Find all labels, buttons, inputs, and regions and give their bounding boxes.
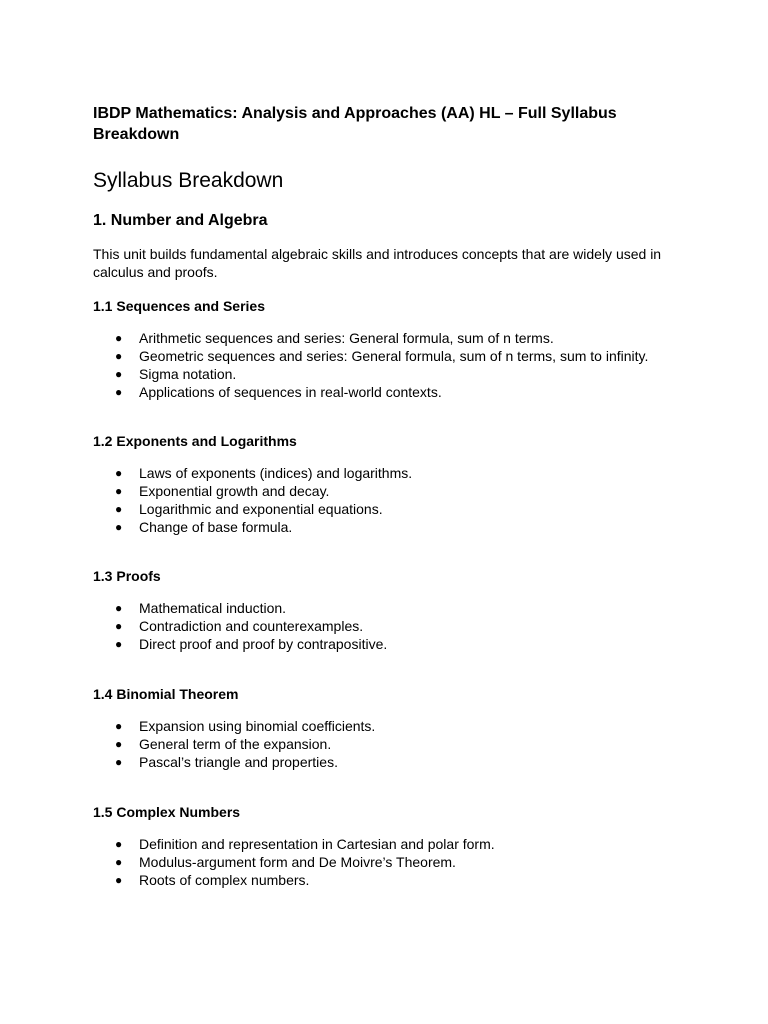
bullet-list [93, 835, 683, 889]
bullet-icon: ● [115, 331, 123, 345]
list-item [93, 464, 683, 482]
section-heading: 1.3 Proofs [93, 568, 161, 584]
section-exponents-logarithms [93, 432, 683, 536]
unit-heading: 1. Number and Algebra [93, 212, 268, 229]
bullet-icon: ● [115, 484, 123, 498]
bullet-icon: ● [115, 466, 123, 480]
list-item [93, 835, 683, 853]
list-item-text: Expansion using binomial coefficients. [139, 718, 376, 734]
list-item-text: Arithmetic sequences and series: General formula, sum of n terms. [139, 330, 554, 346]
list-item-text: Geometric sequences and series: General formula, sum of n terms, sum to infinity. [139, 348, 649, 364]
list-item [93, 482, 683, 500]
list-item [93, 365, 683, 383]
section-heading: 1.1 Sequences and Series [93, 298, 265, 314]
section-binomial-theorem [93, 685, 683, 771]
document-title: IBDP Mathematics: Analysis and Approaches (AA) HL – Full Syllabus Breakdown [93, 105, 617, 143]
bullet-list [93, 329, 683, 401]
bullet-icon: ● [115, 737, 123, 751]
section-heading: 1.4 Binomial Theorem [93, 686, 239, 702]
list-item-text: Pascal’s triangle and properties. [139, 754, 338, 770]
list-item [93, 347, 683, 365]
list-item-text: Definition and representation in Cartesian and polar form. [139, 836, 495, 852]
bullet-icon: ● [115, 873, 123, 887]
list-item [93, 383, 683, 401]
list-item-text: Applications of sequences in real-world contexts. [139, 384, 442, 400]
document-page [93, 103, 683, 888]
section-heading: 1.5 Complex Numbers [93, 804, 241, 820]
section-sequences-series [93, 297, 683, 401]
section-proofs [93, 567, 683, 653]
list-item [93, 735, 683, 753]
list-item [93, 717, 683, 735]
list-item [93, 871, 683, 889]
bullet-icon: ● [115, 601, 123, 615]
list-item-text: Direct proof and proof by contrapositive. [139, 636, 388, 652]
bullet-icon: ● [115, 637, 123, 651]
list-item [93, 853, 683, 871]
section-heading: 1.2 Exponents and Logarithms [93, 433, 297, 449]
list-item [93, 753, 683, 771]
bullet-icon: ● [115, 619, 123, 633]
unit-intro: This unit builds fundamental algebraic skills and introduces concepts that are widely used in calculus and proofs. [93, 246, 662, 280]
list-item [93, 518, 683, 536]
list-item-text: Modulus-argument form and De Moivre’s Theorem. [139, 854, 456, 870]
section-complex-numbers [93, 803, 683, 889]
list-item [93, 617, 683, 635]
list-item-text: Sigma notation. [139, 366, 237, 382]
bullet-list [93, 464, 683, 536]
list-item [93, 635, 683, 653]
page-heading: Syllabus Breakdown [93, 169, 284, 192]
bullet-icon: ● [115, 855, 123, 869]
list-item-text: Mathematical induction. [139, 600, 287, 616]
list-item-text: General term of the expansion. [139, 736, 332, 752]
bullet-list [93, 717, 683, 771]
list-item-text: Roots of complex numbers. [139, 872, 310, 888]
bullet-icon: ● [115, 349, 123, 363]
bullet-icon: ● [115, 502, 123, 516]
list-item-text: Contradiction and counterexamples. [139, 618, 364, 634]
list-item-text: Exponential growth and decay. [139, 483, 330, 499]
list-item-text: Change of base formula. [139, 519, 293, 535]
list-item [93, 329, 683, 347]
bullet-icon: ● [115, 837, 123, 851]
bullet-icon: ● [115, 755, 123, 769]
bullet-icon: ● [115, 385, 123, 399]
list-item-text: Logarithmic and exponential equations. [139, 501, 383, 517]
list-item [93, 500, 683, 518]
bullet-list [93, 599, 683, 653]
list-item [93, 599, 683, 617]
bullet-icon: ● [115, 719, 123, 733]
list-item-text: Laws of exponents (indices) and logarithms. [139, 465, 413, 481]
bullet-icon: ● [115, 367, 123, 381]
bullet-icon: ● [115, 520, 123, 534]
